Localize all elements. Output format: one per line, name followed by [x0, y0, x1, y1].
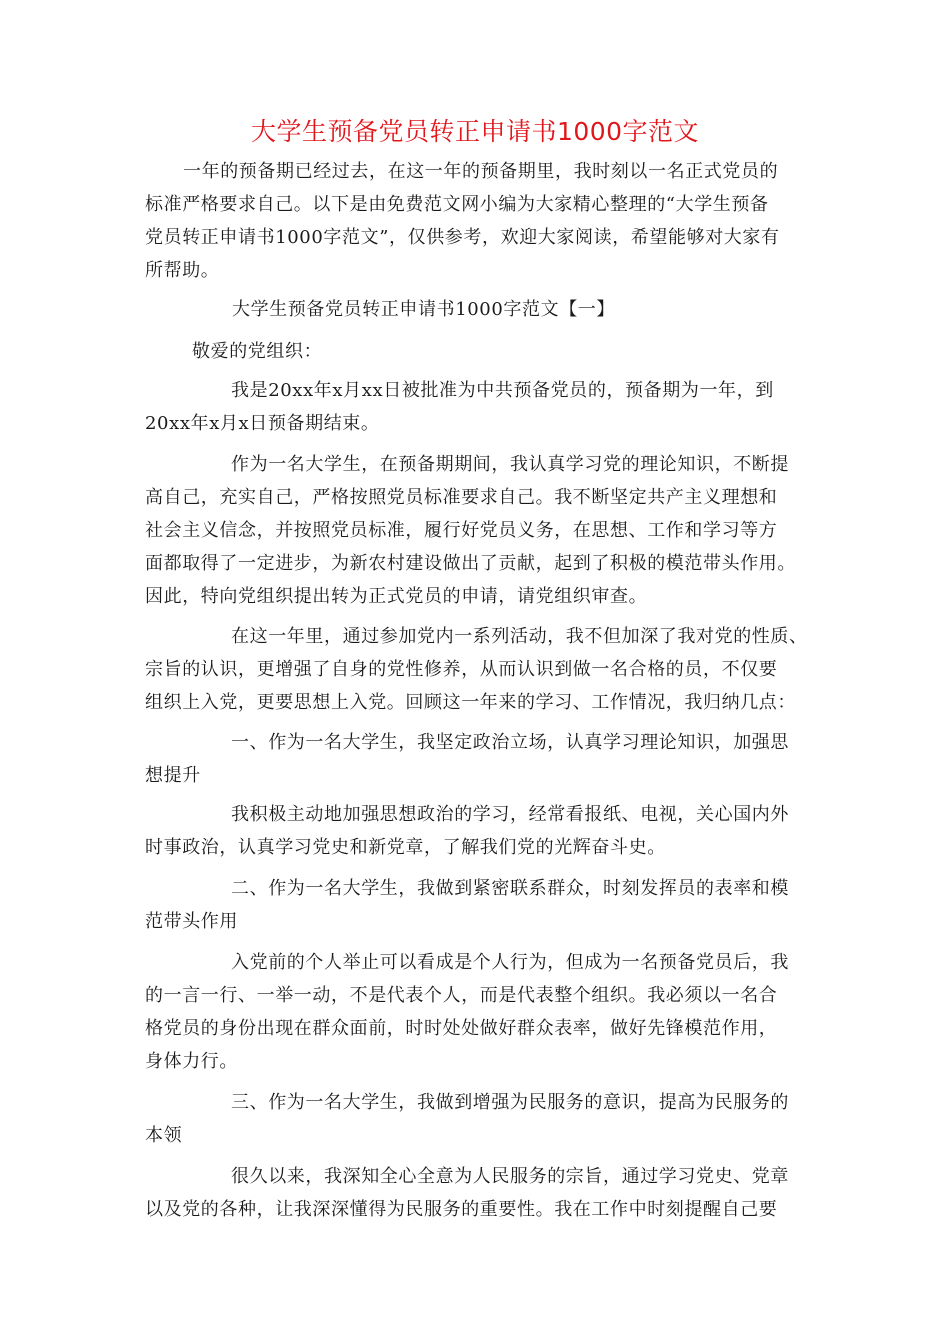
body-paragraph: [145, 620, 815, 719]
paragraph-line: 我是20xx年x月xx日被批准为中共预备党员的，预备期为一年，到: [231, 380, 774, 401]
document-title: 大学生预备党员转正申请书1000字范文: [250, 117, 700, 146]
body-paragraph: [145, 798, 815, 864]
body-paragraph: [145, 1160, 815, 1226]
intro-line: 党员转正申请书1000字范文”，仅供参考，欢迎大家阅读，希望能够对大家有: [145, 227, 780, 248]
paragraph-line: 身体力行。: [145, 1051, 238, 1072]
intro-paragraph: [145, 155, 815, 287]
body-paragraph: [145, 448, 815, 613]
paragraph-line: 在这一年里，通过参加党内一系列活动，我不但加深了我对党的性质、: [231, 626, 808, 647]
paragraph-line: 高自己，充实自己，严格按照党员标准要求自己。我不断坚定共产主义理想和: [145, 487, 778, 508]
paragraph-line: 二、作为一名大学生，我做到紧密联系群众，时刻发挥员的表率和模: [231, 878, 789, 899]
paragraph-line: 想提升: [145, 765, 201, 786]
paragraph-line: 入党前的个人举止可以看成是个人行为，但成为一名预备党员后，我: [231, 952, 789, 973]
paragraph-line: 三、作为一名大学生，我做到增强为民服务的意识，提高为民服务的: [231, 1092, 789, 1113]
paragraph-line: 我积极主动地加强思想政治的学习，经常看报纸、电视，关心国内外: [231, 804, 789, 825]
section-heading: 大学生预备党员转正申请书1000字范文【一】: [232, 299, 616, 320]
paragraph-line: 很久以来，我深知全心全意为人民服务的宗旨，通过学习党史、党章: [231, 1166, 789, 1187]
paragraph-line: 格党员的身份出现在群众面前，时时处处做好群众表率，做好先锋模范作用，: [145, 1018, 778, 1039]
paragraph-line: 的一言一行、一举一动，不是代表个人，而是代表整个组织。我必须以一名合: [145, 985, 778, 1006]
intro-line: 标准严格要求自己。以下是由免费范文网小编为大家精心整理的“大学生预备: [145, 194, 769, 215]
paragraph-line: 20xx年x月x日预备期结束。: [145, 413, 380, 434]
paragraph-line: 因此，特向党组织提出转为正式党员的申请，请党组织审查。: [145, 586, 648, 607]
intro-line: 所帮助。: [145, 260, 220, 281]
point-heading: [145, 1086, 815, 1152]
paragraph-line: 作为一名大学生，在预备期期间，我认真学习党的理论知识，不断提: [231, 454, 789, 475]
paragraph-line: 宗旨的认识，更增强了自身的党性修养，从而认识到做一名合格的员，不仅要: [145, 659, 778, 680]
point-heading: [145, 726, 815, 792]
intro-line: 一年的预备期已经过去，在这一年的预备期里，我时刻以一名正式党员的: [183, 161, 779, 182]
point-heading: [145, 872, 815, 938]
paragraph-line: 组织上入党，更要思想上入党。回顾这一年来的学习、工作情况，我归纳几点：: [145, 692, 796, 713]
paragraph-line: 以及党的各种，让我深深懂得为民服务的重要性。我在工作中时刻提醒自己要: [145, 1199, 778, 1220]
paragraph-line: 一、作为一名大学生，我坚定政治立场，认真学习理论知识，加强思: [231, 732, 789, 753]
paragraph-line: 本领: [145, 1125, 183, 1146]
paragraph-line: 社会主义信念，并按照党员标准，履行好党员义务，在思想、工作和学习等方: [145, 520, 778, 541]
paragraph-line: 范带头作用: [145, 911, 238, 932]
salutation: 敬爱的党组织：: [192, 341, 323, 362]
paragraph-line: 面都取得了一定进步，为新农村建设做出了贡献，起到了积极的模范带头作用。: [145, 553, 796, 574]
body-paragraph: [145, 946, 815, 1078]
paragraph-line: 时事政治，认真学习党史和新党章，了解我们党的光辉奋斗史。: [145, 837, 666, 858]
body-paragraph: [145, 374, 815, 440]
